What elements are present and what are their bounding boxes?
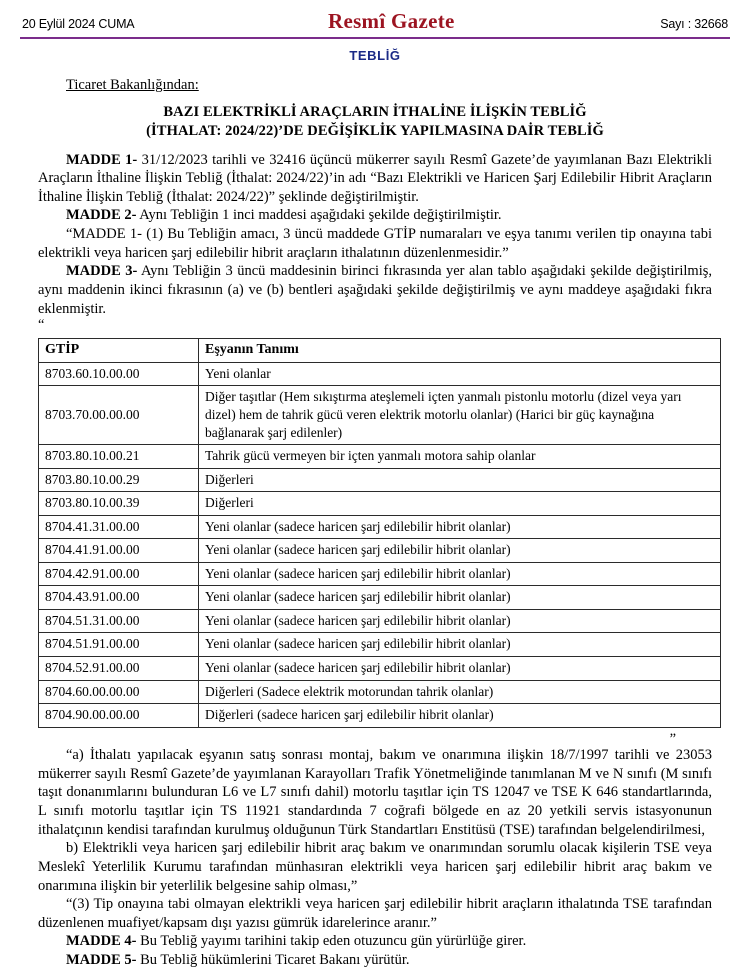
- cell-description: Yeni olanlar (sadece haricen şarj edilebilir hibrit olanlar): [199, 656, 721, 680]
- gazette-title: Resmî Gazete: [328, 9, 455, 33]
- cell-description: Tahrik gücü vermeyen bir içten yanmalı motora sahip olanlar: [199, 445, 721, 469]
- madde-1-text: 31/12/2023 tarihli ve 32416 üçüncü mükerrer sayılı Resmî Gazete’de yayımlanan Bazı Elektrikli Araçların İthaline İlişkin Tebliğ (İthalat: 2024/22)’in adı “Bazı Elektrikli ve Haricen Şarj Edilebilir Hibrit Araçların İthaline İlişkin Tebliğ (İthalat: 2024/22)” şeklinde değiştirilmiştir.: [38, 151, 712, 205]
- masthead: [0, 0, 750, 37]
- cell-gtip: 8703.80.10.00.21: [39, 445, 199, 469]
- article-madde-5: [38, 951, 712, 970]
- table-quote-close: ”: [669, 730, 676, 747]
- cell-description: Yeni olanlar (sadece haricen şarj edilebilir hibrit olanlar): [199, 562, 721, 586]
- masthead-divider: [20, 37, 730, 39]
- page-title-line-2: (İTHALAT: 2024/22)’DE DEĞİŞİKLİK YAPILMASINA DAİR TEBLİĞ: [146, 123, 604, 140]
- cell-description: Diğerleri (Sadece elektrik motorundan tahrik olanlar): [199, 680, 721, 704]
- page-title-line-1: BAZI ELEKTRİKLİ ARAÇLARIN İTHALİNE İLİŞKİN TEBLİĞ: [163, 104, 587, 120]
- madde-1-label: MADDE 1-: [66, 151, 138, 168]
- cell-gtip: 8704.43.91.00.00: [39, 586, 199, 610]
- table-row: [39, 362, 721, 386]
- madde-4-text: Bu Tebliğ yayımı tarihini takip eden otuzuncu gün yürürlüğe girer.: [136, 933, 527, 950]
- cell-gtip: 8703.80.10.00.29: [39, 468, 199, 492]
- table-row: [39, 468, 721, 492]
- table-row: [39, 562, 721, 586]
- cell-description: Diğerleri (sadece haricen şarj edilebilir hibrit olanlar): [199, 704, 721, 728]
- paragraph-bent-b: b) Elektrikli veya haricen şarj edilebilir hibrit araç bakım ve onarımından sorumlu olacak kişilerin TSE veya Meslekî Yeterlilik Kurumu tarafından münhasıran elektrikli veya haricen şarj edilebilir hibrit araç bakım ve onarımına ilişkin bir yeterlilik belgesine sahip olması,”: [38, 840, 712, 894]
- cell-gtip: 8703.70.00.00.00: [39, 386, 199, 445]
- publication-date: 20 Eylül 2024 CUMA: [22, 17, 135, 31]
- tariff-table-body: [39, 362, 721, 727]
- cell-gtip: 8703.80.10.00.39: [39, 492, 199, 516]
- table-row: [39, 656, 721, 680]
- cell-gtip: 8704.42.91.00.00: [39, 562, 199, 586]
- table-row: [39, 680, 721, 704]
- table-row: [39, 515, 721, 539]
- cell-gtip: 8704.52.91.00.00: [39, 656, 199, 680]
- article-madde-3: [38, 262, 712, 318]
- table-header-row: [39, 338, 721, 362]
- issue-number: Sayı : 32668: [660, 17, 728, 31]
- column-header-description: Eşyanın Tanımı: [199, 338, 721, 362]
- section-label: TEBLİĞ: [349, 48, 401, 63]
- document-body: [0, 77, 750, 970]
- madde-4-label: MADDE 4-: [66, 933, 137, 950]
- article-madde-1: [38, 151, 712, 207]
- tariff-table: [38, 338, 721, 728]
- cell-gtip: 8704.51.91.00.00: [39, 633, 199, 657]
- cell-gtip: 8704.41.91.00.00: [39, 539, 199, 563]
- cell-description: Yeni olanlar (sadece haricen şarj edilebilir hibrit olanlar): [199, 633, 721, 657]
- cell-description: Yeni olanlar (sadece haricen şarj edilebilir hibrit olanlar): [199, 586, 721, 610]
- table-row: [39, 539, 721, 563]
- madde-3-text: Aynı Tebliğin 3 üncü maddesinin birinci fıkrasında yer alan tablo aşağıdaki şekilde değiştirilmiş, aynı maddenin ikinci fıkrasının (a) ve (b) bentleri aşağıdaki şekilde değiştirilmiş ve aynı maddeye aşağıdaki fıkra eklenmiştir.: [38, 263, 712, 317]
- table-row: [39, 586, 721, 610]
- table-row: [39, 704, 721, 728]
- issuing-ministry: Ticaret Bakanlığından:: [66, 77, 199, 93]
- madde-3-label: MADDE 3-: [66, 263, 138, 280]
- article-madde-4: [38, 932, 712, 951]
- cell-gtip: 8704.51.31.00.00: [39, 609, 199, 633]
- madde-5-label: MADDE 5-: [66, 952, 137, 968]
- cell-gtip: 8704.90.00.00.00: [39, 704, 199, 728]
- table-row: [39, 492, 721, 516]
- cell-description: Diğer taşıtlar (Hem sıkıştırma ateşlemeli içten yanmalı pistonlu motorlu (dizel veya yarı dizel) hem de tahrik gücü veren elektrik motorlu olanlar) (Harici bir güç kaynağına bağlanarak şarj edilenler): [199, 386, 721, 445]
- table-row: [39, 386, 721, 445]
- table-row: [39, 633, 721, 657]
- table-row: [39, 609, 721, 633]
- table-row: [39, 445, 721, 469]
- column-header-gtip: GTİP: [39, 338, 199, 362]
- madde-2-label: MADDE 2-: [66, 207, 137, 224]
- cell-gtip: 8703.60.10.00.00: [39, 362, 199, 386]
- cell-description: Yeni olanlar: [199, 362, 721, 386]
- page-title: [38, 103, 712, 142]
- table-quote-open: “: [38, 317, 45, 334]
- article-madde-2: [38, 206, 712, 225]
- cell-description: Yeni olanlar (sadece haricen şarj edilebilir hibrit olanlar): [199, 515, 721, 539]
- madde-2-text: Aynı Tebliğin 1 inci maddesi aşağıdaki şekilde değiştirilmiştir.: [136, 207, 502, 224]
- paragraph-bent-a: “a) İthalatı yapılacak eşyanın satış sonrası montaj, bakım ve onarımına ilişkin 18/7/1997 tarihli ve 23053 mükerrer sayılı Resmî Gazete’de yayımlanan Karayolları Trafik Yönetmeliğinde tanımlanan M ve N sınıfı (M sınıfı taşıt donanımlarını bulunduran L6 ve L7 sınıfı dahil) motorlu taşıtlar için TS 12047 ve TSE K 646 standartlarında, L sınıfı motorlu taşıtlar için TS 11921 standardında 7 coğrafi bölgede en az 20 yetkili servis istasyonunun ithalatçının kendisi tarafından kurulmuş olduğunun Türk Standartları Enstitüsü (TSE) tarafından belgelendirilmesi,: [38, 747, 712, 838]
- cell-gtip: 8704.41.31.00.00: [39, 515, 199, 539]
- cell-description: Yeni olanlar (sadece haricen şarj edilebilir hibrit olanlar): [199, 609, 721, 633]
- madde-5-text: Bu Tebliğ hükümlerini Ticaret Bakanı yürütür.: [136, 952, 410, 968]
- cell-description: Diğerleri: [199, 468, 721, 492]
- paragraph-fikra-3: “(3) Tip onayına tabi olmayan elektrikli veya haricen şarj edilebilir hibrit araçların ithalatında TSE tarafından düzenlenen muafiyet/kapsam dışı yazısı gümrük idarelerince aranır.”: [38, 896, 712, 931]
- cell-gtip: 8704.60.00.00.00: [39, 680, 199, 704]
- article-madde-2-quote: “MADDE 1- (1) Bu Tebliğin amacı, 3 üncü maddede GTİP numaraları ve eşya tanımı verilen tip onayına tabi elektrikli veya haricen şarj edilebilir hibrit araçların ithalatının düzenlenmesidir.”: [38, 226, 712, 261]
- cell-description: Diğerleri: [199, 492, 721, 516]
- tariff-table-wrapper: [38, 338, 706, 728]
- cell-description: Yeni olanlar (sadece haricen şarj edilebilir hibrit olanlar): [199, 539, 721, 563]
